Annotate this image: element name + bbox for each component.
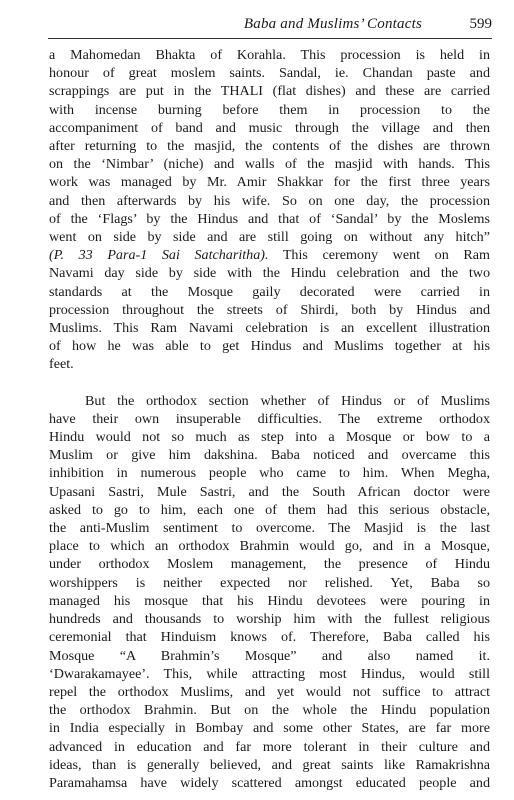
text-line: feet. (49, 356, 74, 373)
text-line: after returning to the masjid, the contents of the dishes are thrown (49, 138, 490, 155)
text-line: under orthodox Moslem management, the presence of Hindu (49, 556, 490, 573)
paragraph-2 (49, 392, 490, 792)
text-line: accompaniment of band and music through the village and then (49, 119, 490, 136)
text-line: repel the orthodox Muslims, and yet would not suffice to attract (49, 683, 490, 700)
paragraph-1 (49, 46, 490, 374)
text-line: have their own insuperable difficulties. The extreme orthodox (49, 410, 490, 427)
text-line: Hindu would not so much as step into a Mosque or bow to a (49, 429, 490, 446)
text-line: procession throughout the streets of Shirdi, both by Hindus and (49, 301, 490, 318)
text-line: on the ‘Nimbar’ (niche) and walls of the masjid with hands. This (49, 156, 490, 173)
running-header (48, 14, 492, 39)
text-line: the orthodox Brahmin. But on the whole the Hindu population (49, 702, 490, 719)
text-line: the anti-Muslim sentiment to overcome. The Masjid is the last (49, 520, 490, 537)
text-line: a Mahomedan Bhakta of Korahla. This procession is held in (49, 47, 490, 63)
text-line: Mosque “A Brahmin’s Mosque” and also named it. (49, 647, 490, 664)
citation: (P. 33 Para-1 Sai Satcharitha). (49, 247, 269, 264)
text-line: hundreds and thousands to worship him with the fullest religious (49, 611, 490, 628)
text-line: inhibition in numerous people who came to him. When Megha, (49, 465, 490, 482)
text-line: of the ‘Flags’ by the Hindus and that of ‘Sandal’ by the Moslems (49, 210, 490, 227)
text-line: scrappings are put in the THALI (flat dishes) and these are carried (49, 83, 490, 100)
citation-tail: This ceremony went on Ram (268, 247, 490, 264)
text-line: Muslim or give him dakshina. Baba noticed and overcame this (49, 447, 490, 464)
text-line: with incense burning before them in procession to the (49, 101, 490, 118)
text-line: Navami day side by side with the Hindu celebration and the two (49, 265, 490, 282)
text-line: honour of great moslem saints. Sandal, ie. Chandan paste and (49, 65, 490, 82)
text-line: of how he was able to get Hindus and Muslims together at his (49, 338, 490, 355)
text-line: place to which an orthodox Brahmin would go, and in a Mosque, (49, 538, 490, 555)
text-line: standards at the Mosque gaily decorated were carried in (49, 283, 490, 300)
text-line: managed his mosque that his Hindu devotees were pouring in (49, 592, 490, 609)
text-line: ideas, than is generally believed, and great saints like Ramakrishna (49, 756, 490, 773)
text-line: went on side by side and are still going on without any hitch” (49, 229, 490, 246)
page-number: 599 (469, 16, 492, 32)
text-line: and then afterwards by his wife. So on one day, the procession (49, 192, 490, 209)
text-line: asked to go to him, each one of them had this serious obstacle, (49, 501, 490, 518)
text-line: in India especially in Bombay and some other States, are far more (49, 720, 490, 737)
text-line: worshippers is neither expected nor relished. Yet, Baba so (49, 574, 490, 591)
text-line: advanced in education and far more tolerant in their culture and (49, 738, 490, 755)
text-line: ‘Dwarakamayee’. This, while attracting most Hindus, would still (49, 665, 490, 682)
text-line: ceremonial that Hinduism knows of. Therefore, Baba called his (49, 629, 490, 646)
body-text (49, 46, 490, 792)
citation-line (49, 246, 490, 264)
text-line: But the orthodox section whether of Hindus or of Muslims (85, 392, 490, 409)
text-line: Upasani Sastri, Mule Sastri, and the South African doctor were (49, 483, 490, 500)
text-line: Muslims. This Ram Navami celebration is an excellent illustration (49, 320, 490, 337)
text-line: work was managed by Mr. Amir Shakkar for the first three years (49, 174, 490, 191)
header-title: Baba and Muslims’ Contacts (243, 16, 422, 32)
text-line: Paramahamsa have widely scattered amongst educated people and (49, 774, 490, 791)
